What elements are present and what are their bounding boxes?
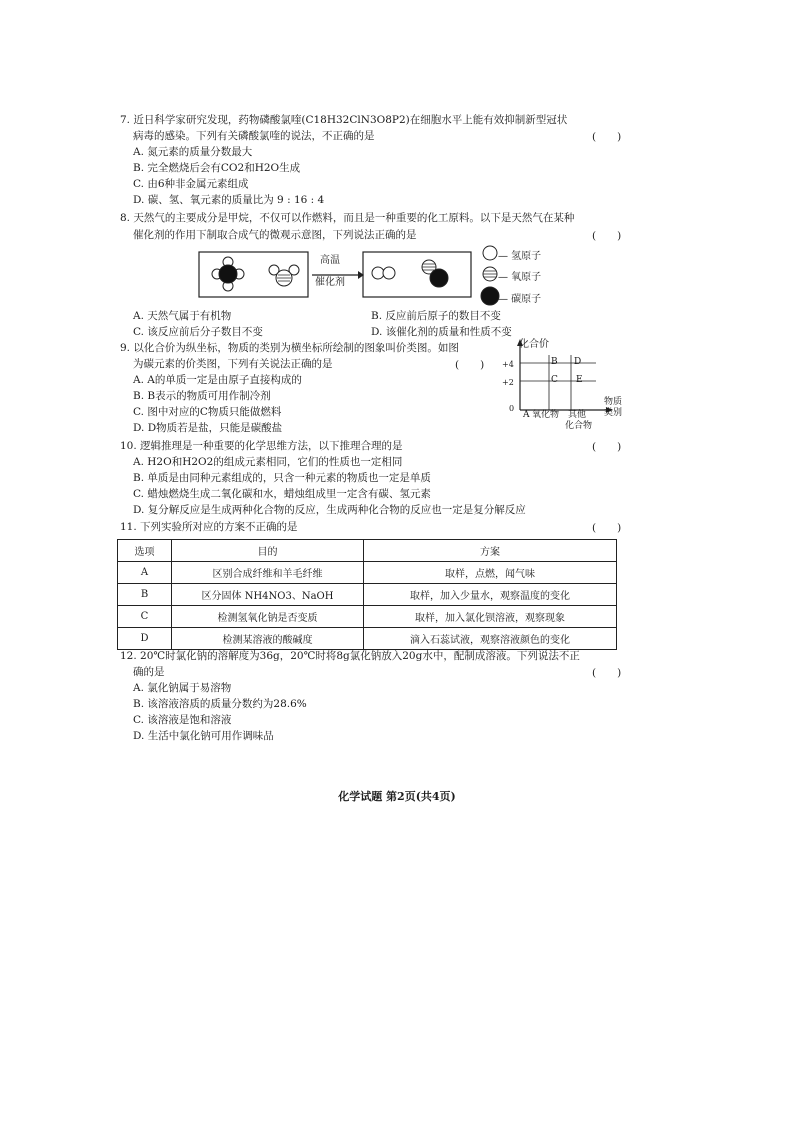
q8-option-c: C. 该反应前后分子数目不变 [133, 326, 263, 338]
q8-stem-line2: 催化剂的作用下制取合成气的微观示意图，下列说法正确的是 [133, 229, 417, 241]
q10-option-c: C. 蜡烛燃烧生成二氧化碳和水，蜡烛组成里一定含有碳、氢元素 [133, 488, 431, 500]
cell-option: C [118, 606, 172, 628]
table-row [118, 562, 617, 584]
q10-answer-bracket: ( ) [592, 441, 622, 453]
chart-x-label-2: 类别 [604, 408, 623, 418]
chart-point-d: D [574, 357, 582, 367]
header-purpose: 目的 [172, 540, 364, 562]
chart-xcat-compound: 化合物 [565, 421, 593, 431]
q8-option-a: A. 天然气属于有机物 [133, 310, 232, 322]
cell-option: B [118, 584, 172, 606]
table-row [118, 584, 617, 606]
q10-option-a: A. H2O和H2O2的组成元素相同，它们的性质也一定相同 [133, 456, 403, 468]
q11-stem: 11. 下列实验所对应的方案不正确的是 [120, 521, 298, 533]
q8-reaction-diagram [198, 245, 628, 307]
table-row [118, 628, 617, 650]
chart-ytick-plus2: +2 [502, 378, 514, 387]
q11-plan-table [117, 539, 617, 650]
q8-arrow-condition-top: 高温 [320, 255, 340, 266]
q8-answer-bracket: ( ) [592, 230, 622, 242]
q8-option-d: D. 该催化剂的质量和性质不变 [371, 326, 512, 338]
q12-stem-line2: 确的是 [133, 666, 165, 678]
q12-option-c: C. 该溶液是饱和溶液 [133, 714, 232, 726]
chart-xcat-oxide: 氧化物 [532, 410, 560, 420]
chart-xcat-other: 其他 [568, 410, 587, 420]
q8-option-b: B. 反应前后原子的数目不变 [371, 310, 501, 322]
chart-x-label-1: 物质 [604, 397, 623, 407]
q7-option-a: A. 氮元素的质量分数最大 [133, 146, 253, 158]
q12-option-a: A. 氯化钠属于易溶物 [133, 682, 232, 694]
q7-answer-bracket: ( ) [592, 131, 622, 143]
chart-point-e: E [576, 375, 583, 385]
cell-plan: 取样，加入少量水，观察温度的变化 [364, 584, 617, 606]
cell-purpose: 检测氢氧化钠是否变质 [172, 606, 364, 628]
chart-point-b: B [551, 357, 558, 367]
q7-option-c: C. 由6种非金属元素组成 [133, 178, 249, 190]
q9-stem-line1: 9. 以化合价为纵坐标，物质的类别为横坐标所绘制的图象叫价类图。如图 [120, 342, 459, 354]
water-molecule [269, 265, 299, 286]
legend-hydrogen-label: — 氢原子 [498, 251, 542, 262]
q12-stem-line1: 12. 20℃时氯化钠的溶解度为36g，20℃时将8g氯化钠放入20g水中，配制成溶液。下列说法不正 [120, 650, 580, 662]
cell-plan: 滴入石蕊试液，观察溶液颜色的变化 [364, 628, 617, 650]
chart-ytick-plus4: +4 [502, 360, 514, 369]
q10-option-d: D. 复分解反应是生成两种化合物的反应，生成两种化合物的反应也一定是复分解反应 [133, 504, 526, 516]
hydrogen-atom-icon [483, 246, 497, 260]
q7-stem-line2: 病毒的感染。下列有关磷酸氯喹的说法，不正确的是 [133, 130, 375, 142]
legend-carbon-label: — 碳原子 [498, 294, 542, 305]
q12-answer-bracket: ( ) [592, 667, 622, 679]
cell-plan: 取样，点燃，闻气味 [364, 562, 617, 584]
q12-option-d: D. 生活中氯化钠可用作调味品 [133, 730, 274, 742]
q9-option-a: A. A的单质一定是由原子直接构成的 [133, 374, 302, 386]
header-plan: 方案 [364, 540, 617, 562]
table-header-row [118, 540, 617, 562]
q10-stem: 10. 逻辑推理是一种重要的化学思维方法，以下推理合理的是 [120, 440, 403, 452]
cell-option: A [118, 562, 172, 584]
page-footer: 化学试题 第2页(共4页) [338, 790, 456, 803]
legend-oxygen-label: — 氧原子 [498, 272, 542, 283]
q12-option-b: B. 该溶液溶质的质量分数约为28.6% [133, 698, 307, 710]
q7-stem-line1: 7. 近日科学家研究发现，药物磷酸氯喹(C18H32ClN3O8P2)在细胞水平上能有效抑制新型冠状 [120, 114, 568, 126]
q10-option-b: B. 单质是由同种元素组成的，只含一种元素的物质也一定是单质 [133, 472, 431, 484]
chart-ytick-zero: 0 [509, 404, 515, 413]
q9-option-b: B. B表示的物质可用作制冷剂 [133, 390, 271, 402]
header-option: 选项 [118, 540, 172, 562]
carbon-atom-icon [481, 287, 499, 305]
chart-point-c: C [551, 375, 558, 385]
cell-purpose: 区别合成纤维和羊毛纤维 [172, 562, 364, 584]
carbon-monoxide-molecule [422, 260, 448, 287]
q7-option-d: D. 碳、氢、氧元素的质量比为 9 : 16 : 4 [133, 194, 325, 206]
chart-xcat-a: A [523, 410, 530, 420]
q8-arrow-condition-bottom: 催化剂 [315, 277, 345, 288]
cell-plan: 取样，加入氯化钡溶液，观察现象 [364, 606, 617, 628]
q8-stem-line1: 8. 天然气的主要成分是甲烷，不仅可以作燃料，而且是一种重要的化工原料。以下是天然气在某种 [120, 212, 575, 224]
chart-y-label: 化合价 [519, 339, 549, 350]
hydrogen-molecule [372, 267, 395, 279]
q9-answer-bracket: ( ) [455, 359, 485, 371]
q9-option-d: D. D物质若是盐，只能是碳酸盐 [133, 422, 283, 434]
methane-molecule [212, 257, 244, 291]
q7-option-b: B. 完全燃烧后会有CO2和H2O生成 [133, 162, 301, 174]
q11-answer-bracket: ( ) [592, 522, 622, 534]
cell-purpose: 区分固体 NH4NO3、NaOH [172, 584, 364, 606]
cell-option: D [118, 628, 172, 650]
cell-purpose: 检测某溶液的酸碱度 [172, 628, 364, 650]
table-row [118, 606, 617, 628]
q9-stem-line2: 为碳元素的价类图，下列有关说法正确的是 [133, 358, 333, 370]
q9-option-c: C. 图中对应的C物质只能做燃料 [133, 406, 282, 418]
